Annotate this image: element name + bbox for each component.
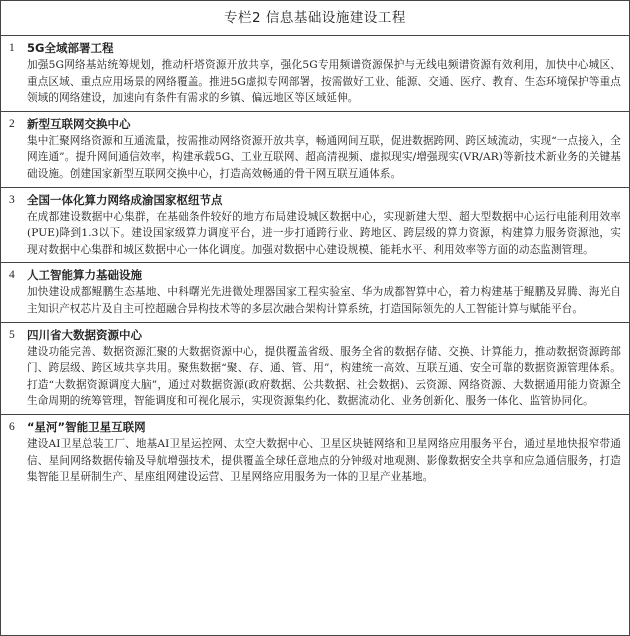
section-heading: 四川省大数据资源中心 bbox=[27, 327, 142, 342]
section-heading: 5G全域部署工程 bbox=[27, 41, 114, 55]
section-internet-exchange bbox=[1, 112, 629, 188]
section-body: 在成都建设数据中心集群，在基础条件较好的地方布局建设城区数据中心，实现新建大型、超大型数据中心运行电能利用效率(PUE)降到1.3以下。建设国家级算力调度平台，进一步打通跨行业、跨地区、跨层级的算力资源，构建算力服务资源池，实现对数据中心集群和城区数据中心一体化调度。加强对数据中心建设规模、能耗水平、利用效率等方面的动态监测管理。 bbox=[27, 210, 621, 256]
section-ai-computing bbox=[1, 263, 629, 322]
box-title: 专栏2 信息基础设施建设工程 bbox=[1, 1, 629, 36]
section-number: 3 bbox=[9, 193, 15, 206]
section-computing-hub bbox=[1, 188, 629, 264]
section-body: 建设AI卫星总装工厂、地基AI卫星运控网、太空大数据中心、卫星区块链网络和卫星网络应用服务平台，通过星地快报窄带通信、星间网络数据传输及导航增强技术，提供覆盖全球任意地点的分钟级对地观测、影像数据安全共享和应急通信服务，打造集智能卫星研制生产、星座组网建设运营、卫星网络应用服务为一体的卫星产业基地。 bbox=[27, 437, 621, 484]
section-number: 5 bbox=[9, 328, 15, 341]
section-number: 4 bbox=[9, 269, 15, 282]
section-heading: 人工智能算力基础设施 bbox=[27, 268, 142, 283]
section-5g-deployment bbox=[1, 36, 629, 112]
section-number: 1 bbox=[9, 42, 15, 54]
section-body: 加快建设成都鲲鹏生态基地、中科曙光先进微处理器国家工程实验室、华为成都智算中心，着力构建基于鲲鹏及昇腾、海光自主知识产权芯片及自主可控超融合异构技术等的多层次融合架构计算系统，打造国际领先的人工智能计算与赋能平台。 bbox=[27, 286, 621, 315]
section-body: 加强5G网络基站统筹规划，推动杆塔资源开放共享，强化5G专用频谱资源保护与无线电频谱资源有效利用，加快中心城区、重点区域、重点应用场景的网络覆盖。推进5G虚拟专网部署，按需做好工业、能源、交通、医疗、教育、生态环境保护等重点领域的网络建设，加速向有条件有需求的乡镇、偏远地区等区域延伸。 bbox=[27, 59, 621, 105]
section-number: 6 bbox=[9, 420, 15, 433]
section-heading: 新型互联网交换中心 bbox=[27, 116, 131, 131]
section-body: 建设功能完善、数据资源汇聚的大数据资源中心，提供覆盖省级、服务全省的数据存储、交换、计算能力，推动数据资源跨部门、跨层级、跨区域共享共用。聚焦数据“聚、存、通、管、用”，构建统一高效、互联互通、安全可靠的数据资源管理体系。打造“大数据资源调度大脑”，通过对数据资源(政府数据、公共数据、社会数据)、云资源、网络资源、大数据通用能力资源全生命周期的统筹管理，智能调度和可视化展示，实现资源集约化、数据流动化、业务创新化、服务一体化、监管协同化。 bbox=[27, 345, 621, 408]
section-heading: “星河”智能卫星互联网 bbox=[27, 419, 146, 434]
section-big-data-center bbox=[1, 323, 629, 415]
section-number: 2 bbox=[9, 117, 15, 130]
section-body: 集中汇聚网络资源和互通流量，按需推动网络资源开放共享，畅通网间互联，促进数据跨网、跨区域流动，实现“一点接入，全网连通”。提升网间通信效率，构建承载5G、工业互联网、超高清视频、虚拟现实/增强现实(VR/AR)等新技术新业务的关键基础设施。创建国家新型互联网交换中心，打造高效畅通的骨干网互联互通体系。 bbox=[27, 134, 621, 180]
section-satellite-internet bbox=[1, 415, 629, 490]
section-heading: 全国一体化算力网络成渝国家枢纽节点 bbox=[27, 192, 223, 207]
